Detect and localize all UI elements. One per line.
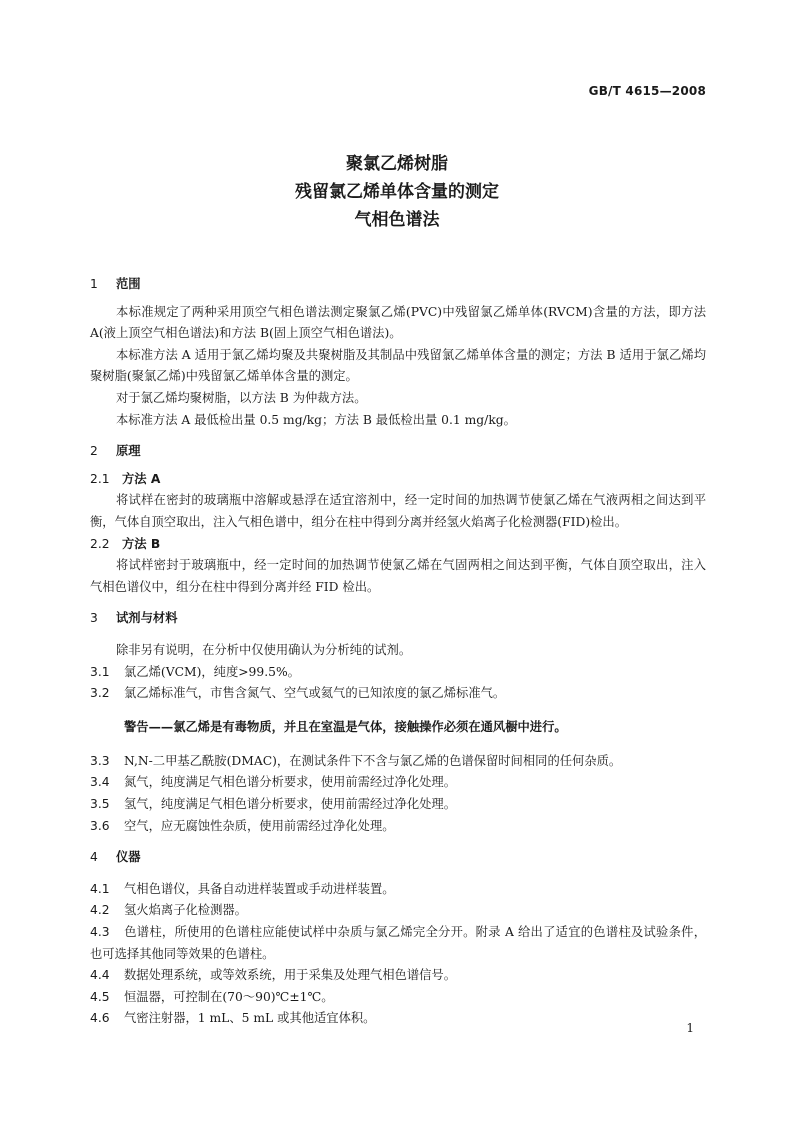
list-item: 3.3 N,N-二甲基乙酰胺(DMAC)，在测试条件下不含与氯乙烯的色谱保留时间相同的任何杂质。	[90, 753, 622, 768]
paragraph: 将试样密封于玻璃瓶中，经一定时间的加热调节使氯乙烯在气固两相之间达到平衡，气体自顶空取出，注入气相色谱仪中，组分在柱中得到分离并经 FID 检出。	[90, 558, 706, 594]
paragraph: 本标准规定了两种采用顶空气相色谱法测定聚氯乙烯(PVC)中残留氯乙烯单体(RVCM)含量的方法，即方法 A(液上顶空气相色谱法)和方法 B(固上顶空气相色谱法)。	[90, 304, 706, 341]
list-item: 4.1 气相色谱仪，具备自动进样装置或手动进样装置。	[90, 881, 395, 896]
paragraph: 除非另有说明，在分析中仅使用确认为分析纯的试剂。	[116, 642, 412, 657]
paragraph: 本标准方法 A 适用于氯乙烯均聚及共聚树脂及其制品中残留氯乙烯单体含量的测定；方法 B 适用于氯乙烯均聚树脂(聚氯乙烯)中残留氯乙烯单体含量的测定。	[90, 347, 706, 384]
section-heading: 3 试剂与材料	[90, 611, 178, 626]
section-heading: 2 原理	[90, 444, 141, 459]
list-item: 4.6 气密注射器，1 mL、5 mL 或其他适宜体积。	[90, 1011, 376, 1026]
standard-code: GB/T 4615—2008	[588, 84, 706, 98]
warning-text: 警告——氯乙烯是有毒物质，并且在室温是气体，接触操作必须在通风橱中进行。	[124, 719, 567, 734]
section-heading: 4 仪器	[90, 850, 141, 865]
paragraph: 将试样在密封的玻璃瓶中溶解或悬浮在适宜溶剂中，经一定时间的加热调节使氯乙烯在气液两相之间达到平衡，气体自顶空取出，注入气相色谱中，组分在柱中得到分离并经氢火焰离子化检测器(FID)检出。	[90, 493, 706, 529]
list-item: 3.4 氮气，纯度满足气相色谱分析要求，使用前需经过净化处理。	[90, 775, 457, 790]
list-item: 4.2 氢火焰离子化检测器。	[90, 903, 247, 918]
list-item: 4.5 恒温器，可控制在(70～90)℃±1℃。	[90, 989, 334, 1004]
title-line-3: 气相色谱法	[354, 210, 440, 230]
list-item: 4.4 数据处理系统，或等效系统，用于采集及处理气相色谱信号。	[90, 968, 457, 983]
list-item: 3.6 空气，应无腐蚀性杂质，使用前需经过净化处理。	[90, 818, 395, 833]
paragraph: 对于氯乙烯均聚树脂，以方法 B 为仲裁方法。	[116, 390, 367, 405]
list-item: 3.2 氯乙烯标准气，市售含氮气、空气或氦气的已知浓度的氯乙烯标准气。	[90, 686, 506, 701]
title-line-2: 残留氯乙烯单体含量的测定	[295, 182, 499, 202]
page-number: 1	[686, 1021, 694, 1035]
list-item: 3.5 氢气，纯度满足气相色谱分析要求，使用前需经过净化处理。	[90, 797, 457, 812]
subsection-heading: 2.2 方法 B	[90, 536, 161, 551]
document-title	[0, 150, 794, 234]
document-body	[90, 274, 706, 1030]
subsection-heading: 2.1 方法 A	[90, 471, 161, 486]
title-line-1: 聚氯乙烯树脂	[346, 154, 448, 174]
list-item: 4.3 色谱柱，所使用的色谱柱应能使试样中杂质与氯乙烯完全分开。附录 A 给出了适宜的色谱柱及试验条件，也可选择其他同等效果的色谱柱。	[90, 925, 706, 961]
paragraph: 本标准方法 A 最低检出量 0.5 mg/kg；方法 B 最低检出量 0.1 mg/kg。	[116, 412, 516, 427]
list-item: 3.1 氯乙烯(VCM)，纯度>99.5%。	[90, 664, 300, 679]
section-heading: 1 范围	[90, 277, 141, 291]
